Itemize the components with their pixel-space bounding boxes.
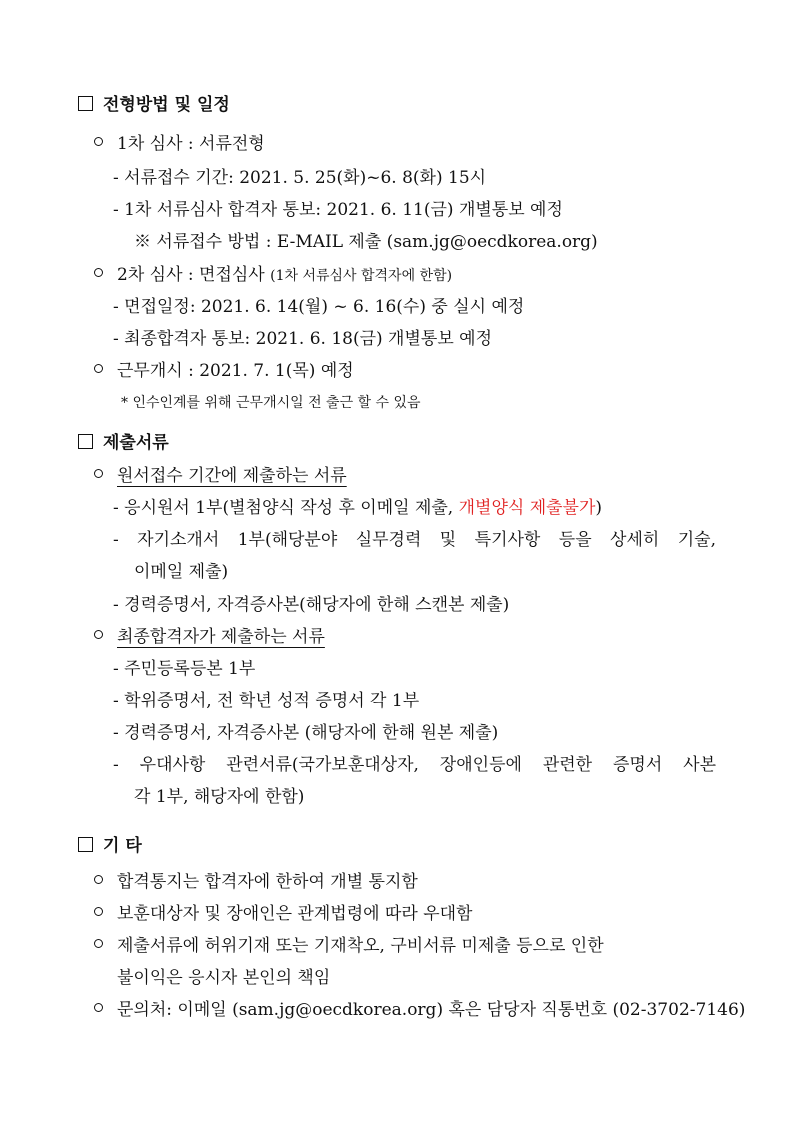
circle-bullet-icon (94, 469, 103, 478)
circle-bullet-icon (94, 137, 103, 146)
section-heading-documents: 제출서류 (78, 432, 169, 454)
list-item-start-date: 근무개시 : 2021. 7. 1(목) 예정 (94, 360, 354, 382)
circle-bullet-icon (94, 875, 103, 884)
list-item-preference-docs-cont: 각 1부, 해당자에 한함) (134, 787, 305, 807)
list-item-preference-docs: - 우대사항 관련서류(국가보훈대상자, 장애인등에 관련한 증명서 사본 (113, 755, 716, 775)
list-item-career-cert-original: - 경력증명서, 자격증사본 (해당자에 한해 원본 제출) (113, 723, 499, 743)
list-item-application-form: - 응시원서 1부(별첨양식 작성 후 이메일 제출, 개별양식 제출불가) (113, 498, 603, 518)
checkbox-square-icon (78, 96, 93, 111)
note-handover: * 인수인계를 위해 근무개시일 전 출근 할 수 있음 (121, 395, 421, 411)
section-heading-schedule: 전형방법 및 일정 (78, 94, 230, 116)
list-item-veterans-preference: 보훈대상자 및 장애인은 관계법령에 따라 우대함 (94, 903, 472, 925)
circle-bullet-icon (94, 364, 103, 373)
list-item-notification: 합격통지는 합격자에 한하여 개별 통지함 (94, 871, 418, 893)
list-item-self-intro-cont: 이메일 제출) (134, 562, 229, 582)
list-item-first-result: - 1차 서류심사 합격자 통보: 2021. 6. 11(금) 개별통보 예정 (113, 200, 563, 220)
list-item-career-cert: - 경력증명서, 자격증사본(해당자에 한해 스캔본 제출) (113, 595, 510, 615)
list-item-self-intro: - 자기소개서 1부(해당분야 실무경력 및 특기사항 등을 상세히 기술, (113, 530, 716, 550)
checkbox-square-icon (78, 434, 93, 449)
list-item-degree-cert: - 학위증명서, 전 학년 성적 증명서 각 1부 (113, 691, 420, 711)
circle-bullet-icon (94, 268, 103, 277)
list-item-interview-date: - 면접일정: 2021. 6. 14(월) ~ 6. 16(수) 중 실시 예정 (113, 297, 525, 317)
circle-bullet-icon (94, 939, 103, 948)
list-item-false-statement-cont: 불이익은 응시자 본인의 책임 (117, 968, 331, 988)
list-item-application-docs: 원서접수 기간에 제출하는 서류 (94, 465, 347, 487)
circle-bullet-icon (94, 907, 103, 916)
circle-bullet-icon (94, 1003, 103, 1012)
list-item-application-period: - 서류접수 기간: 2021. 5. 25(화)~6. 8(화) 15시 (113, 168, 487, 188)
list-item-final-docs: 최종합격자가 제출하는 서류 (94, 626, 325, 648)
list-item-contact: 문의처: 이메일 (sam.jg@oecdkorea.org) 혹은 담당자 직통번호 (02-3702-7146) (94, 999, 745, 1021)
note-submission-method: ※ 서류접수 방법 : E-MAIL 제출 (sam.jg@oecdkorea.org) (134, 232, 598, 252)
list-item-resident-record: - 주민등록등본 1부 (113, 659, 256, 679)
section-heading-etc: 기 타 (78, 835, 142, 857)
list-item-second-review: 2차 심사 : 면접심사 (1차 서류심사 합격자에 한함) (94, 264, 452, 287)
checkbox-square-icon (78, 837, 93, 852)
list-item-first-review: 1차 심사 : 서류전형 (94, 133, 265, 155)
list-item-false-statement: 제출서류에 허위기재 또는 기재착오, 구비서류 미제출 등으로 인한 (94, 935, 604, 957)
list-item-final-result: - 최종합격자 통보: 2021. 6. 18(금) 개별통보 예정 (113, 329, 492, 349)
circle-bullet-icon (94, 630, 103, 639)
